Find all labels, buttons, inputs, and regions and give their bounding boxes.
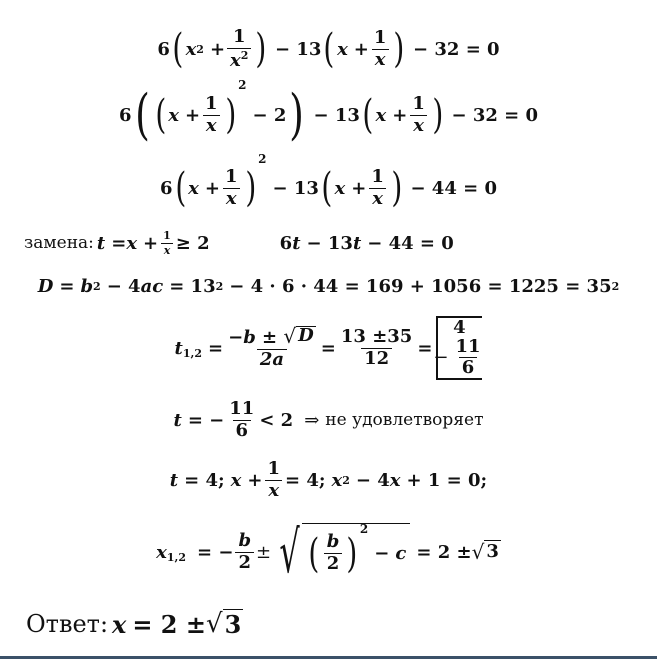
denominator: x xyxy=(372,49,389,70)
term: − 32 = 0 xyxy=(451,104,539,126)
plus-sign: + xyxy=(351,177,367,199)
fraction xyxy=(409,92,428,136)
quadratic-roots-line xyxy=(0,514,657,590)
exponent: 2 xyxy=(196,42,204,56)
term: − 44 = 0 xyxy=(367,232,454,254)
denominator: 12 xyxy=(361,348,392,369)
left-paren: ( xyxy=(323,26,335,72)
fraction xyxy=(160,230,174,256)
plus-sign: + xyxy=(209,38,226,60)
denominator: x xyxy=(265,480,282,501)
numerator: 1 xyxy=(224,165,238,187)
variable-x: x xyxy=(389,469,401,491)
variable-x: x xyxy=(331,469,343,491)
denominator: x xyxy=(203,115,220,136)
fraction xyxy=(324,533,343,574)
term: − 4 xyxy=(106,275,141,297)
term: = 2 ± xyxy=(132,609,206,639)
plus-sign: + xyxy=(247,469,263,491)
right-paren: ) xyxy=(432,92,444,138)
fraction xyxy=(202,92,221,136)
numerator: 1 xyxy=(163,228,171,242)
inequality: ≥ 2 xyxy=(175,232,210,254)
roots-formula-line xyxy=(0,310,657,386)
variable-x: x xyxy=(112,609,127,639)
variable-t: t xyxy=(169,469,179,491)
left-paren: ( xyxy=(172,26,184,72)
equals-sign: = − xyxy=(197,541,234,563)
equals-sign: = xyxy=(320,337,336,359)
right-paren: ) xyxy=(255,26,267,72)
term: = 4; xyxy=(285,469,326,491)
equals-sign: = xyxy=(208,337,224,359)
right-paren: ) xyxy=(393,26,405,72)
numerator: −b ± √ D xyxy=(228,324,314,349)
fraction xyxy=(226,397,257,441)
denominator: 2 xyxy=(235,552,254,573)
left-paren: ( xyxy=(308,530,320,577)
equation-line-3 xyxy=(0,152,657,220)
square-root: √ 3 xyxy=(205,609,242,639)
equation-line-1 xyxy=(0,18,657,80)
exponent: 2 xyxy=(238,78,247,92)
variable-x: x xyxy=(337,38,348,60)
variable-t: t xyxy=(352,232,362,254)
variable-t: t xyxy=(173,409,182,431)
minus-sign: − xyxy=(374,543,390,564)
denominator: $x^2$ xyxy=(227,48,251,71)
implies-arrow: ⇒ xyxy=(304,409,320,431)
fraction xyxy=(338,325,415,369)
variable-x: x xyxy=(156,541,167,563)
exponent: 2 xyxy=(359,522,369,536)
variable-x: x xyxy=(334,177,346,199)
subscript: 1,2 xyxy=(182,346,203,360)
roots-bracket xyxy=(433,316,482,381)
term: − 13 xyxy=(313,104,360,126)
numerator: 1 xyxy=(232,25,246,47)
right-paren: ) xyxy=(289,83,305,146)
plus-sign: + xyxy=(184,104,201,126)
exponent: 2 xyxy=(611,279,620,293)
term: = 2 ± xyxy=(416,541,472,563)
plus-minus: ± xyxy=(256,541,272,563)
coefficient: 6 xyxy=(160,177,173,199)
inequality: < 2 xyxy=(259,409,294,431)
term: = 4; xyxy=(184,469,225,491)
square-root: √ 3 xyxy=(471,540,499,564)
numerator: b xyxy=(326,531,340,553)
denominator: x xyxy=(410,115,427,136)
plus-sign: + xyxy=(392,104,408,126)
fraction xyxy=(222,165,241,209)
equals-sign: = xyxy=(111,232,127,254)
equals-sign: = − xyxy=(187,409,225,431)
variable-t: t xyxy=(174,337,183,359)
fraction xyxy=(227,25,251,71)
exponent: 2 xyxy=(342,473,350,487)
equals-sign: = xyxy=(417,337,433,359)
root-value: 4 xyxy=(453,316,466,338)
variable-x: x xyxy=(188,177,199,199)
numerator: b xyxy=(238,529,252,551)
back-substitution-line xyxy=(0,454,657,506)
root-value: − $\frac{11}{6}$ xyxy=(433,335,481,379)
answer-line xyxy=(26,602,626,646)
exponent: 2 xyxy=(258,152,267,166)
term: − 13 xyxy=(272,177,319,199)
denominator: x xyxy=(369,188,386,209)
denominator: 6 xyxy=(233,420,252,441)
right-paren: ) xyxy=(391,165,403,211)
left-paren: ( xyxy=(321,165,333,211)
left-paren: ( xyxy=(174,165,186,211)
subscript: 1,2 xyxy=(166,550,187,564)
numerator: 1 xyxy=(205,92,218,114)
term: − 44 = 0 xyxy=(410,177,497,199)
fraction xyxy=(368,165,387,209)
left-paren: ( xyxy=(362,92,374,138)
numerator: 13 ±35 xyxy=(340,325,413,347)
variable-t: t xyxy=(96,232,106,254)
left-paren: ( xyxy=(134,83,150,146)
term: = 13 xyxy=(169,275,216,297)
exponent: 2 xyxy=(93,279,101,293)
numerator: 1 xyxy=(373,26,387,48)
plus-sign: + xyxy=(204,177,220,199)
variable-D: D xyxy=(37,275,54,297)
fraction xyxy=(371,26,390,70)
fraction xyxy=(235,529,254,573)
variable-x: x xyxy=(375,104,387,126)
coefficient: 6 xyxy=(279,232,293,254)
term: − 13 xyxy=(306,232,353,254)
equation-line-2 xyxy=(0,78,657,148)
plus-sign: + xyxy=(143,232,159,254)
variable-x: x xyxy=(185,38,197,60)
variable-x: x xyxy=(126,232,138,254)
rejection-text: не удовлетворяет xyxy=(325,410,484,430)
denominator: 2 xyxy=(324,553,343,574)
left-paren: ( xyxy=(154,92,166,138)
term: − 13 xyxy=(275,38,322,60)
answer-label: Ответ: xyxy=(26,610,109,638)
term: − 4 · 6 · 44 = 169 + 1056 = 1225 = 35 xyxy=(229,275,612,297)
term: − 4 xyxy=(355,469,390,491)
right-paren: ) xyxy=(346,530,358,577)
substitution-line xyxy=(24,226,644,260)
variable-t: t xyxy=(292,232,301,254)
right-paren: ) xyxy=(244,165,256,211)
numerator: 1 xyxy=(267,457,280,479)
square-root: √ ( $\frac{b}{2}$ ) 2 − c xyxy=(271,523,410,581)
substitution-label: замена: xyxy=(24,233,94,253)
rejection-line xyxy=(0,394,657,446)
variable-c: c xyxy=(395,543,407,564)
denominator: x xyxy=(223,188,240,209)
denominator: 2a xyxy=(257,349,287,370)
fraction xyxy=(264,457,283,501)
numerator: 11 xyxy=(229,397,255,419)
equals-sign: = xyxy=(59,275,75,297)
variable-b: b xyxy=(80,275,94,297)
variable-ac: ac xyxy=(140,275,164,297)
coefficient: 6 xyxy=(157,38,170,60)
term: + 1 = 0; xyxy=(406,469,488,491)
exponent: 2 xyxy=(215,279,224,293)
square-root: √ D xyxy=(283,324,314,349)
numerator: 1 xyxy=(412,92,425,114)
fraction xyxy=(225,326,319,370)
discriminant-line xyxy=(0,270,657,302)
coefficient: 6 xyxy=(118,104,132,126)
term: − 32 = 0 xyxy=(413,38,500,60)
numerator: 1 xyxy=(371,165,384,187)
right-paren: ) xyxy=(224,92,236,138)
plus-sign: + xyxy=(353,38,369,60)
denominator: x xyxy=(161,243,174,257)
term: − 2 xyxy=(252,104,287,126)
variable-x: x xyxy=(230,469,242,491)
variable-x: x xyxy=(168,104,179,126)
